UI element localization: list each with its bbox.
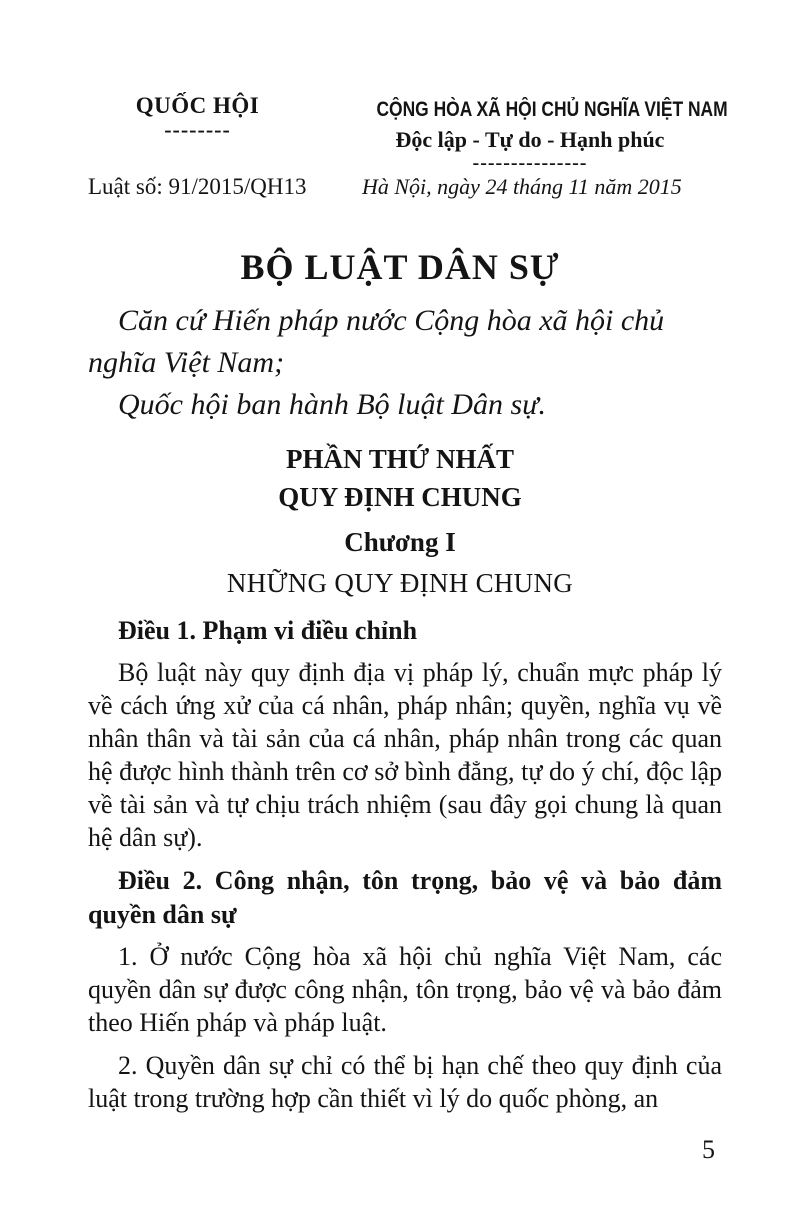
document-title: BỘ LUẬT DÂN SỰ [240, 247, 560, 287]
place-date: Hà Nội, ngày 24 tháng 11 năm 2015 [362, 174, 682, 199]
preamble-line: Quốc hội ban hành Bộ luật Dân sự. [118, 388, 547, 421]
preamble-line: nghĩa Việt Nam; [88, 346, 285, 379]
chapter-number: Chương I [344, 527, 456, 557]
part-heading [0, 440, 800, 516]
part-number: PHẦN THỨ NHẤT [285, 444, 514, 474]
preamble [88, 300, 738, 426]
national-header-block [345, 95, 728, 174]
page-number: 5 [702, 1135, 715, 1164]
issuing-agency-block [80, 92, 315, 140]
law-number: Luật số: 91/2015/QH13 [88, 174, 307, 199]
issuing-agency: QUỐC HỘI [135, 93, 260, 118]
national-title: CỘNG HÒA XÃ HỘI CHỦ NGHĨA VIỆT NAM [376, 98, 728, 121]
national-motto: Độc lập - Tự do - Hạnh phúc [395, 127, 665, 152]
articles-body [88, 614, 722, 1125]
article-paragraph: 2. Quyền dân sự chỉ có thể bị hạn chế theo quy định của luật trong trường hợp cần thiết vì lý do quốc phòng, an [88, 1051, 722, 1113]
agency-rule: -------- [164, 117, 231, 142]
chapter-name: NHỮNG QUY ĐỊNH CHUNG [226, 568, 574, 598]
article-paragraph: 1. Ở nước Cộng hòa xã hội chủ nghĩa Việt Nam, các quyền dân sự được công nhận, tôn trọng, bảo vệ và bảo đảm theo Hiến pháp và pháp luật. [88, 942, 722, 1037]
article-heading: Điều 2. Công nhận, tôn trọng, bảo vệ và bảo đảm quyền dân sự [88, 866, 722, 929]
article-heading: Điều 1. Phạm vi điều chỉnh [118, 616, 418, 645]
part-name: QUY ĐỊNH CHUNG [278, 482, 522, 512]
motto-rule: --------------- [472, 152, 588, 174]
article-paragraph: Bộ luật này quy định địa vị pháp lý, chuẩn mực pháp lý về cách ứng xử của cá nhân, pháp nhân; quyền, nghĩa vụ về nhân thân và tài sản của cá nhân, pháp nhân trong các quan hệ được hình thành trên cơ sở bình đẳng, tự do ý chí, độc lập về tài sản và tự chịu trách nhiệm (sau đây gọi chung là quan hệ dân sự). [88, 658, 722, 852]
preamble-line: Căn cứ Hiến pháp nước Cộng hòa xã hội chủ [118, 304, 665, 337]
